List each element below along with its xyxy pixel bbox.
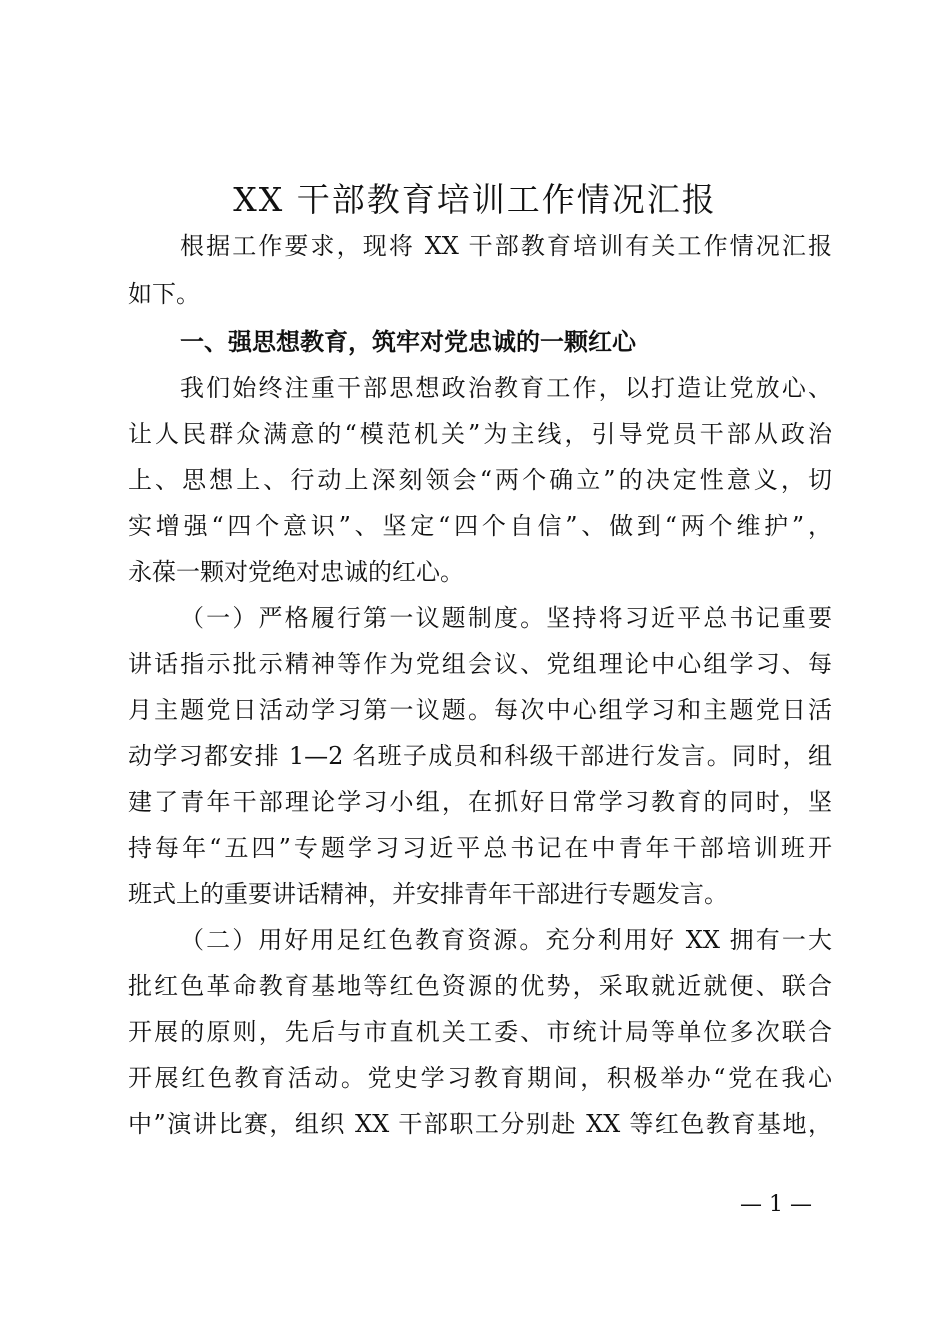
paragraph-line: 持每年“五四”专题学习习近平总书记在中青年干部培训班开 xyxy=(128,834,832,862)
paragraph-line: 月主题党日活动学习第一议题。每次中心组学习和主题党日活 xyxy=(128,696,832,724)
paragraph-line: 批红色革命教育基地等红色资源的优势，采取就近就便、联合 xyxy=(128,972,832,1000)
subsection-lead: （一）严格履行第一议题制度。 xyxy=(180,604,547,632)
paragraph-line: 中”演讲比赛，组织 XX 干部职工分别赴 XX 等红色教育基地， xyxy=(128,1110,832,1138)
paragraph-line xyxy=(180,600,832,636)
page-number: — 1 — xyxy=(740,1192,812,1217)
paragraph-line: 实增强“四个意识”、坚定“四个自信”、做到“两个维护”， xyxy=(128,512,832,540)
paragraph-line: 开展的原则，先后与市直机关工委、市统计局等单位多次联合 xyxy=(128,1018,832,1046)
paragraph-line: 建了青年干部理论学习小组，在抓好日常学习教育的同时，坚 xyxy=(128,788,832,816)
paragraph-line xyxy=(180,922,832,958)
paragraph-line: 我们始终注重干部思想政治教育工作，以打造让党放心、 xyxy=(180,374,832,402)
paragraph-line: 班式上的重要讲话精神，并安排青年干部进行专题发言。 xyxy=(128,880,728,908)
document-title: XX 干部教育培训工作情况汇报 xyxy=(233,180,717,219)
paragraph-line: 根据工作要求，现将 XX 干部教育培训有关工作情况汇报 xyxy=(180,232,832,260)
paragraph-line: 如下。 xyxy=(128,280,200,308)
paragraph-line: 动学习都安排 1—2 名班子成员和科级干部进行发言。同时，组 xyxy=(128,742,832,770)
paragraph-text: 坚持将习近平总书记重要 xyxy=(546,604,833,632)
paragraph-line: 开展红色教育活动。党史学习教育期间，积极举办“党在我心 xyxy=(128,1064,832,1092)
subsection-lead: （二）用好用足红色教育资源。 xyxy=(180,926,546,954)
paragraph-line: 永葆一颗对党绝对忠诚的红心。 xyxy=(128,558,464,586)
paragraph-line: 让人民群众满意的“模范机关”为主线，引导党员干部从政治 xyxy=(128,420,832,448)
paragraph-line: 上、思想上、行动上深刻领会“两个确立”的决定性意义，切 xyxy=(128,466,832,494)
paragraph-line: 讲话指示批示精神等作为党组会议、党组理论中心组学习、每 xyxy=(128,650,832,678)
section-heading: 一、强思想教育，筑牢对党忠诚的一颗红心 xyxy=(180,328,636,356)
paragraph-text: 充分利用好 XX 拥有一大 xyxy=(545,926,832,954)
